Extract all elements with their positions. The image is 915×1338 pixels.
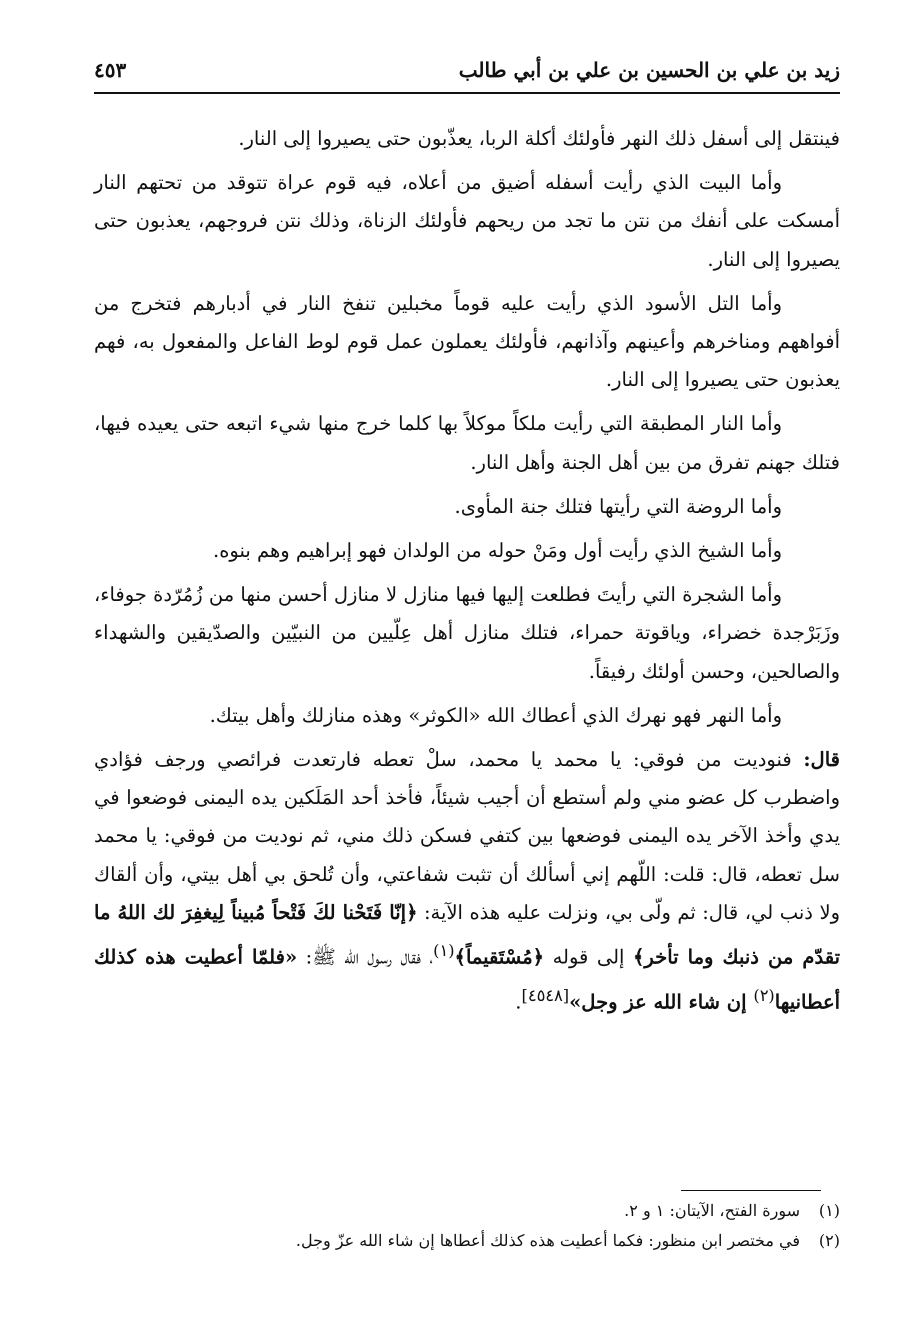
paragraph: وأما الشجرة التي رأيتَ فطلعت إليها فيها منازل لا منازل أحسن منها من زُمُرّدة جوفاء، وزَبَرْجدة خضراء، وياقوتة حمراء، فتلك منازل أهل عِلّيين من النبيّين والصدّيقين والشهداء والصالحين، وحسن أولئك رفيقاً. xyxy=(94,583,840,683)
paragraph: وأما النار المطبقة التي رأيت ملكاً موكلاً بها كلما خرج منها شيء اتبعه حتى يعيده فيها، فتلك جهنم تفرق من بين أهل الجنة وأهل النار. xyxy=(94,412,840,474)
speaker-lead: قال: xyxy=(803,748,840,772)
quran-verse: ﴿إنّا فَتَحْنا لكَ فَتْحاً مُبيناً لِيغفِرَ لك اللهُ ما تقدّم من ذنبك وما تأخر﴾ xyxy=(94,900,841,969)
footnote xyxy=(94,1196,840,1226)
footnote-text: سورة الفتح، الآيتان: ١ و ٢. xyxy=(624,1201,800,1220)
paragraph: وأما التل الأسود الذي رأيت عليه قوماً مخبلين تنفخ النار في أدبارهم فتخرج من أفواههم ومناخرهم وأعينهم وآذانهم، فأولئك يعملون عمل قوم لوط الفاعل والمفعول به، فهم يعذبون حتى يصيروا إلى النار. xyxy=(94,291,840,392)
paragraph: وأما البيت الذي رأيت أسفله أضيق من أعلاه، فيه قوم عراة تتوقد من تحتهم النار أمسكت على أنفك من نتن ما تجد من ريحهم فأولئك الزناة، وذلك نتن فروجهم، يعذبون حتى يصيروا إلى النار. xyxy=(94,171,840,271)
final-paragraph xyxy=(94,741,840,1021)
quran-verse: ﴿مُسْتَقيماً﴾ xyxy=(454,945,545,969)
footnote-number: (١) xyxy=(818,1201,840,1220)
paragraph: وأما النهر فهو نهرك الذي أعطاك الله «الكوثر» وهذه منازلك وأهل بيتك. xyxy=(209,703,782,727)
narrative-text: فنوديت من فوقي: يا محمد يا محمد، سلْ تعطه فارتعدت فرائصي ورجف فؤادي واضطرب كل عضو مني ولم أستطع أن أجيب شيئاً، فأخذ أحد المَلَكين يده اليمنى فوضعوا في يدي وأخذ الآخر يده اليمنى فوضعها بين كتفي فسكن ذلك مني، ثم نوديت من فوقي: يا محمد سل تعطه، قال: قلت: اللّهم إني أسألك أن تثبت شفاعتي، وأن تُلحق بي أهل بيتي، وأن ألقاك ولا ذنب لي، قال: ثم ولّى بي، ونزلت عليه هذه الآية: xyxy=(94,748,840,924)
reference-number: [٤٥٤٨] xyxy=(521,985,570,1005)
end-mark: . xyxy=(515,990,522,1014)
hadith-quote: «فلمّا أعطيت هذه كذلك أعطانيها xyxy=(94,945,840,1014)
footnote-text: في مختصر ابن منظور: فكما أعطيت هذه كذلك أعطاها إن شاء الله عزّ وجل. xyxy=(295,1231,800,1250)
footnote-divider xyxy=(681,1190,821,1191)
narrative-text: إلى قوله xyxy=(544,945,633,969)
narrative-text: ، فقال رسول الله ﷺ: xyxy=(297,945,434,969)
running-header xyxy=(94,56,840,94)
running-title: زيد بن علي بن الحسين بن علي بن أبي طالب xyxy=(458,58,840,82)
footnote-marker[interactable]: (٢) xyxy=(753,985,775,1005)
footnotes xyxy=(94,1196,840,1256)
paragraph: فينتقل إلى أسفل ذلك النهر فأولئك أكلة الربا، يعذّبون حتى يصيروا إلى النار. xyxy=(238,127,840,150)
hadith-quote: إن شاء الله عز وجل» xyxy=(569,990,754,1014)
main-text xyxy=(94,120,840,1027)
paragraph: وأما الشيخ الذي رأيت أول ومَنْ حوله من الولدان فهو إبراهيم وهم بنوه. xyxy=(213,539,782,563)
footnote-marker[interactable]: (١) xyxy=(433,941,455,961)
footnote xyxy=(94,1226,840,1256)
footnote-number: (٢) xyxy=(818,1231,840,1250)
paragraph: وأما الروضة التي رأيتها فتلك جنة المأوى. xyxy=(454,494,782,518)
page-number: ٤٥٣ xyxy=(94,58,127,82)
